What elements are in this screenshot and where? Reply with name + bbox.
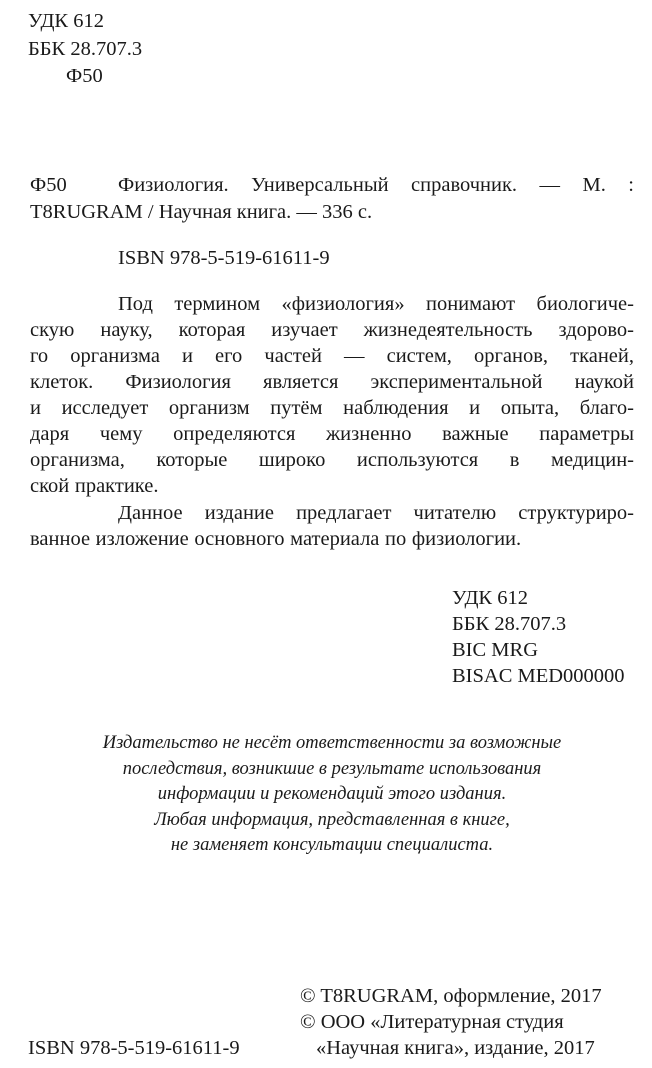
annotation-line: и исследует организм путём наблюдения и опыта, благо- (30, 397, 634, 419)
disclaimer-line: Издательство не несёт ответственности за возможные (102, 733, 562, 753)
disclaimer-line: последствия, возникшие в результате использования (122, 758, 542, 779)
annotation-line: Под термином «физиология» понимают биологиче- (118, 293, 634, 315)
annotation-line: организма, которые широко используются в медицин- (30, 449, 634, 471)
annotation-line: ской практике. (30, 475, 159, 497)
header-udk: УДК 612 (28, 10, 104, 32)
disclaimer-line: Любая информация, представленная в книге, (154, 809, 510, 830)
annotation-line: даря чему определяются жизненно важные параметры (30, 423, 634, 445)
disclaimer-line: информации и рекомендаций этого издания. (157, 784, 507, 804)
copyright-edition: «Научная книга», издание, 2017 (316, 1037, 595, 1059)
copyright-publisher: © ООО «Литературная студия (300, 1011, 564, 1033)
annotation-line: Данное издание предлагает читателю структуриро- (118, 502, 634, 524)
classification-bisac: BISAC MED000000 (452, 665, 625, 687)
header-bbk: ББК 28.707.3 (28, 38, 143, 60)
classification-bic: BIC MRG (452, 639, 539, 661)
disclaimer-line: не заменяет консультации специалиста. (170, 835, 494, 855)
annotation-line: скую науку, которая изучает жизнедеятельность здорово- (30, 319, 634, 341)
record-isbn: ISBN 978-5-519-61611-9 (118, 247, 330, 269)
record-title-line: Физиология. Универсальный справочник. — М. : (118, 174, 634, 196)
header-author-mark: Ф50 (66, 65, 103, 87)
annotation-line: го организма и его частей — систем, органов, тканей, (30, 345, 634, 367)
annotation-line: клеток. Физиология является экспериментальной наукой (30, 371, 634, 393)
footer-isbn: ISBN 978-5-519-61611-9 (28, 1037, 240, 1059)
classification-bbk: ББК 28.707.3 (452, 613, 567, 635)
record-publisher-line: T8RUGRAM / Научная книга. — 336 с. (30, 201, 373, 223)
annotation-line: ванное изложение основного материала по физиологии. (30, 528, 522, 550)
classification-udk: УДК 612 (452, 587, 528, 609)
annotation-paragraph-1 (30, 291, 634, 499)
disclaimer (30, 731, 634, 859)
copyright-design: © T8RUGRAM, оформление, 2017 (300, 985, 602, 1007)
record-author-mark: Ф50 (30, 174, 67, 196)
annotation-paragraph-2 (30, 500, 634, 552)
